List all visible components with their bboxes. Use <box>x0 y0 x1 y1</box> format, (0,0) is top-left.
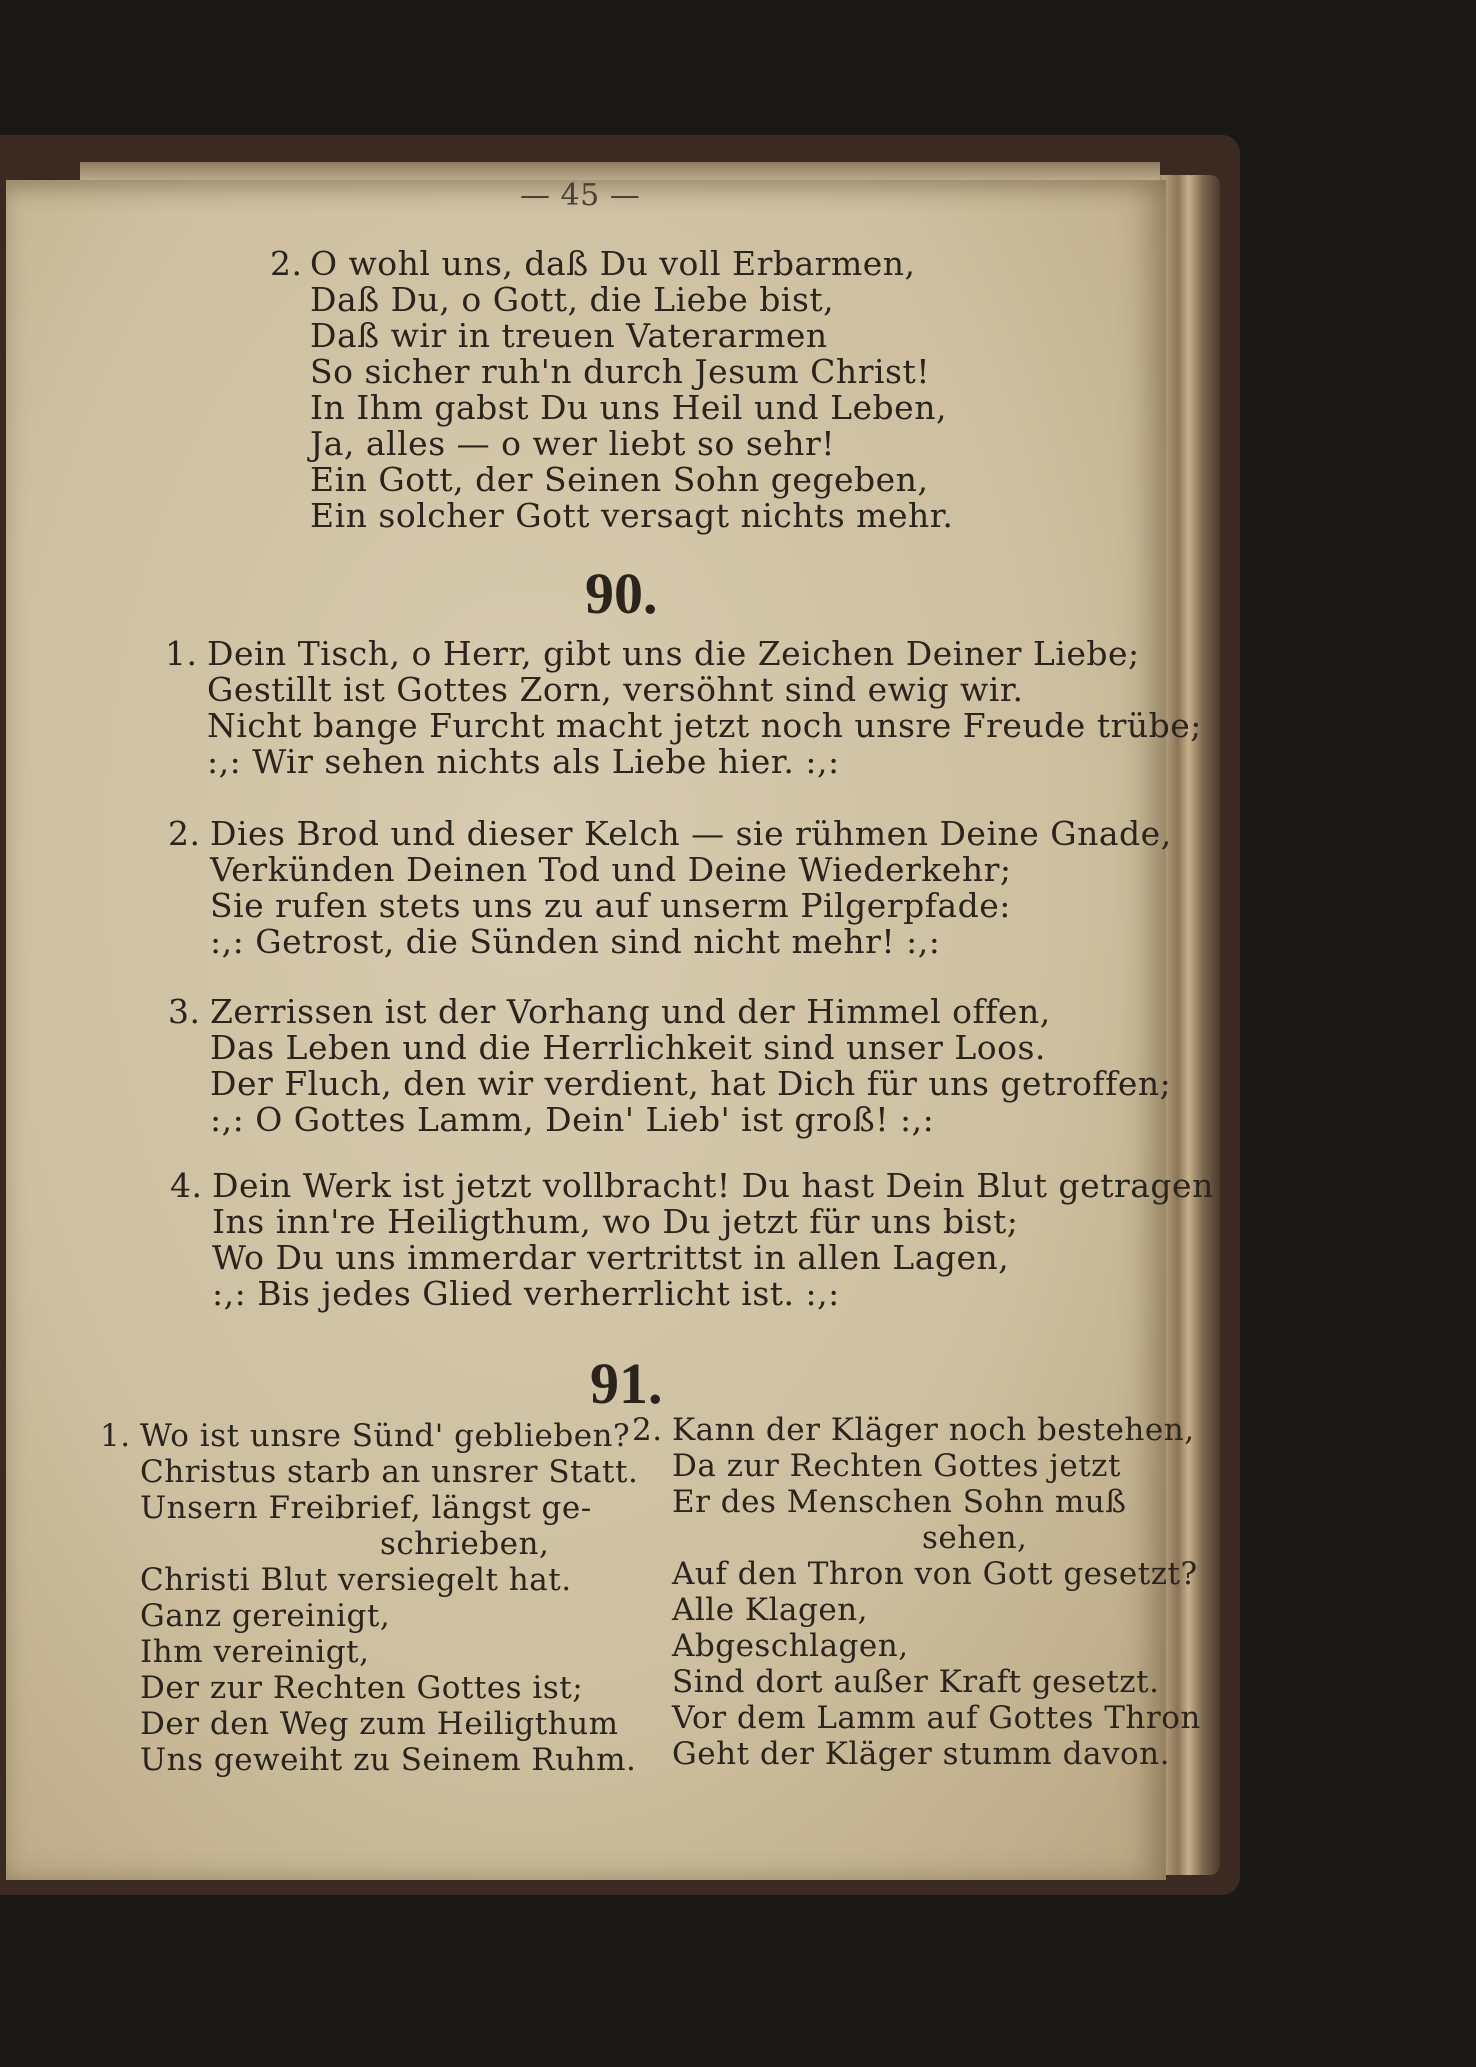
verse-line: schrieben, <box>380 1526 550 1562</box>
verse-line: Alle Klagen, <box>672 1592 868 1628</box>
verse-line: Auf den Thron von Gott gesetzt? <box>672 1556 1198 1592</box>
verse-number: 4. <box>170 1166 203 1205</box>
hymn90-verse4 <box>170 1168 1214 1312</box>
verse-line: Dein Tisch, o Herr, gibt uns die Zeichen Deiner Liebe; <box>207 634 1140 673</box>
page-number: — 45 — <box>520 178 641 213</box>
verse-line: Wo Du uns immerdar vertrittst in allen Lagen, <box>212 1238 1010 1277</box>
verse-line: Abgeschlagen, <box>672 1628 909 1664</box>
verse-line: :,: Bis jedes Glied verherrlicht ist. :,: <box>212 1274 840 1313</box>
verse-line: Dein Werk ist jetzt vollbracht! Du hast Dein Blut getragen <box>212 1166 1214 1205</box>
verse-number: 1. <box>165 634 198 673</box>
hymn89-verse2 <box>270 246 953 534</box>
verse-line: Ganz gereinigt, <box>140 1598 391 1634</box>
verse-number: 1. <box>100 1418 131 1454</box>
hymn90-verse3 <box>168 994 1171 1138</box>
hymn91-verse1 <box>100 1418 638 1778</box>
verse-line: Geht der Kläger stumm davon. <box>672 1736 1170 1772</box>
verse-line: sehen, <box>922 1520 1028 1556</box>
verse-line: Ein Gott, der Seinen Sohn gegeben, <box>310 460 929 499</box>
verse-line: Sie rufen stets uns zu auf unserm Pilgerpfade: <box>210 886 1011 925</box>
verse-line: Zerrissen ist der Vorhang und der Himmel offen, <box>210 992 1051 1031</box>
verse-line: Der den Weg zum Heiligthum <box>140 1706 619 1742</box>
verse-line: :,: O Gottes Lamm, Dein' Lieb' ist groß! :,: <box>210 1100 935 1139</box>
verse-number: 2. <box>632 1412 663 1448</box>
verse-line: Uns geweiht zu Seinem Ruhm. <box>140 1742 637 1778</box>
verse-line: O wohl uns, daß Du voll Erbarmen, <box>310 244 916 283</box>
hymn90-verse1 <box>165 636 1202 780</box>
verse-line: Der zur Rechten Gottes ist; <box>140 1670 584 1706</box>
verse-line: Kann der Kläger noch bestehen, <box>672 1412 1195 1448</box>
verse-line: Christus starb an unsrer Statt. <box>140 1454 639 1490</box>
verse-line: Der Fluch, den wir verdient, hat Dich für uns getroffen; <box>210 1064 1172 1103</box>
verse-line: Vor dem Lamm auf Gottes Thron <box>672 1700 1201 1736</box>
verse-line: Verkünden Deinen Tod und Deine Wiederkehr; <box>210 850 1012 889</box>
verse-line: In Ihm gabst Du uns Heil und Leben, <box>310 388 947 427</box>
verse-line: Ins inn're Heiligthum, wo Du jetzt für uns bist; <box>212 1202 1019 1241</box>
verse-line: Da zur Rechten Gottes jetzt <box>672 1448 1121 1484</box>
hymn91-verse2 <box>632 1412 1201 1772</box>
hymn90-verse2 <box>168 816 1172 960</box>
verse-number: 2. <box>270 244 303 283</box>
hymn-number-90: 90. <box>585 561 658 626</box>
verse-line: :,: Getrost, die Sünden sind nicht mehr! :,: <box>210 922 941 961</box>
verse-line: Gestillt ist Gottes Zorn, versöhnt sind ewig wir. <box>207 670 1024 709</box>
verse-line: Unsern Freibrief, längst ge- <box>140 1490 592 1526</box>
verse-line: Sind dort außer Kraft gesetzt. <box>672 1664 1160 1700</box>
verse-line: Daß wir in treuen Vaterarmen <box>310 316 828 355</box>
verse-line: Wo ist unsre Sünd' geblieben? <box>140 1418 631 1454</box>
hymn-number-91: 91. <box>590 1351 663 1416</box>
verse-line: Ja, alles — o wer liebt so sehr! <box>310 424 836 463</box>
verse-line: Ihm vereinigt, <box>140 1634 370 1670</box>
verse-number: 3. <box>168 992 201 1031</box>
verse-line: Christi Blut versiegelt hat. <box>140 1562 572 1598</box>
verse-line: Nicht bange Furcht macht jetzt noch unsre Freude trübe; <box>207 706 1202 745</box>
verse-line: So sicher ruh'n durch Jesum Christ! <box>310 352 930 391</box>
verse-line: :,: Wir sehen nichts als Liebe hier. :,: <box>207 742 840 781</box>
verse-line: Daß Du, o Gott, die Liebe bist, <box>310 280 835 319</box>
verse-line: Ein solcher Gott versagt nichts mehr. <box>310 496 954 535</box>
verse-line: Er des Menschen Sohn muß <box>672 1484 1127 1520</box>
verse-number: 2. <box>168 814 201 853</box>
verse-line: Das Leben und die Herrlichkeit sind unser Loos. <box>210 1028 1046 1067</box>
verse-line: Dies Brod und dieser Kelch — sie rühmen Deine Gnade, <box>210 814 1172 853</box>
